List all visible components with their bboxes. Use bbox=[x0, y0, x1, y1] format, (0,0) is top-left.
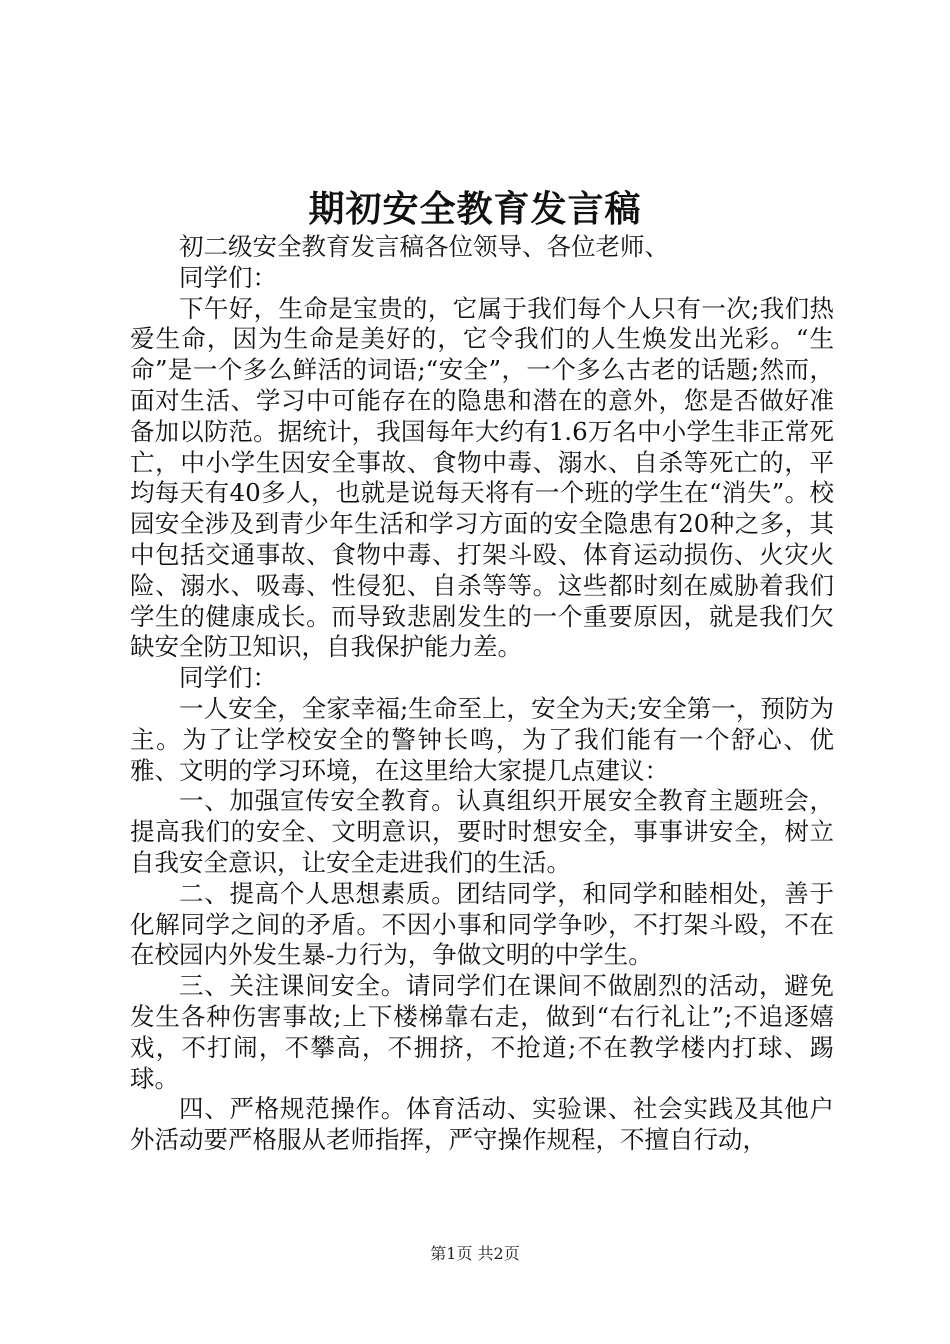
paragraph-salutation: 同学们： bbox=[179, 262, 277, 292]
page-footer: 第1页 共2页 bbox=[430, 1244, 520, 1263]
paragraph-salutation-2: 同学们： bbox=[179, 663, 277, 693]
paragraph-point-3: 三、关注课间安全。请同学们在课间不做剧烈的活动，避免发生各种伤害事故;上下楼梯靠右走，做到“右行礼让”;不追逐嬉戏，不打闹，不攀高，不拥挤，不抢道;不在教学楼内打球、踢球。 bbox=[130, 971, 834, 1093]
paragraph-motto: 一人安全，全家幸福;生命至上，安全为天;安全第一，预防为主。为了让学校安全的警钟长鸣，为了我们能有一个舒心、优雅、文明的学习环境，在这里给大家提几点建议： bbox=[130, 693, 834, 785]
paragraph-point-1: 一、加强宣传安全教育。认真组织开展安全教育主题班会，提高我们的安全、文明意识，要时时想安全，事事讲安全，树立自我安全意识，让安全走进我们的生活。 bbox=[130, 786, 834, 877]
document-title: 期初安全教育发言稿 bbox=[308, 188, 642, 230]
paragraph-intro: 下午好，生命是宝贵的，它属于我们每个人只有一次;我们热爱生命，因为生命是美好的，它令我们的人生焕发出光彩。“生命”是一个多么鲜活的词语;“安全”，一个多么古老的话题;然而，面对生活、学习中可能存在的隐患和潜在的意外，您是否做好准备加以防范。据统计，我国每年大约有1.6万名中小学生非正常死亡，中小学生因安全事故、食物中毒、溺水、自杀等死亡的，平均每天有40多人，也就是说每天将有一个班的学生在“消失”。校园安全涉及到青少年生活和学习方面的安全隐患有20种之多，其中包括交通事故、食物中毒、打架斗殴、体育运动损伤、火灾火险、溺水、吸毒、性侵犯、自杀等等。这些都时刻在威胁着我们学生的健康成长。而导致悲剧发生的一个重要原因，就是我们欠缺安全防卫知识，自我保护能力差。 bbox=[130, 293, 834, 662]
paragraph-greeting: 初二级安全教育发言稿各位领导、各位老师、 bbox=[179, 232, 669, 261]
document-body bbox=[130, 232, 834, 1156]
paragraph-point-4: 四、严格规范操作。体育活动、实验课、社会实践及其他户外活动要严格服从老师指挥，严守操作规程，不擅自行动， bbox=[130, 1094, 834, 1155]
paragraph-point-2: 二、提高个人思想素质。团结同学，和同学和睦相处，善于化解同学之间的矛盾。不因小事和同学争吵，不打架斗殴，不在在校园内外发生暴-力行为，争做文明的中学生。 bbox=[130, 878, 834, 970]
